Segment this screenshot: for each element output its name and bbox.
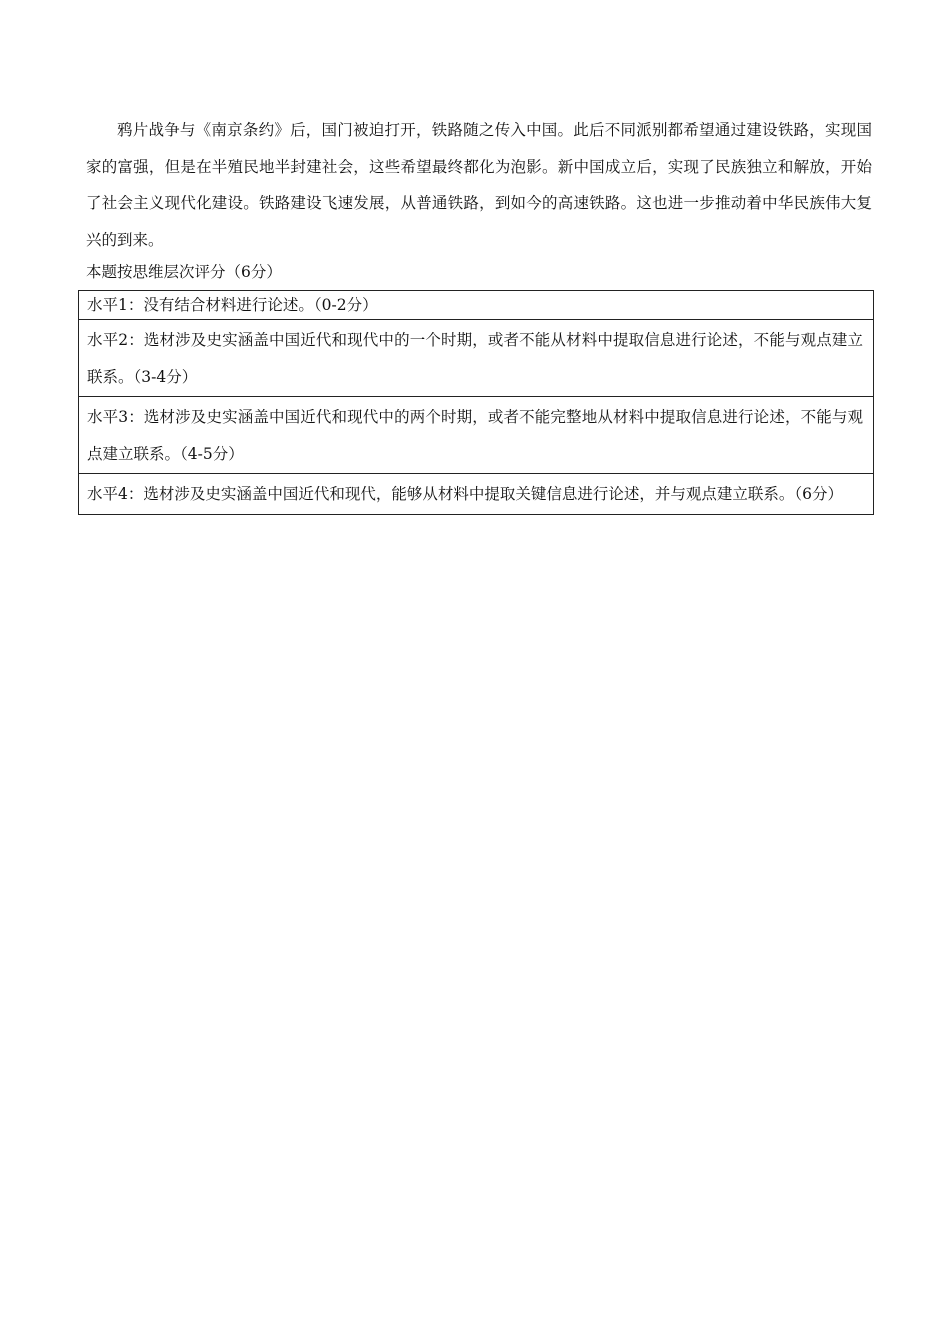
document-page xyxy=(78,112,874,515)
rubric-level-1: 水平1：没有结合材料进行论述。（0-2分） xyxy=(79,291,874,320)
answer-paragraph: 鸦片战争与《南京条约》后，国门被迫打开，铁路随之传入中国。此后不同派别都希望通过建设铁路，实现国家的富强，但是在半殖民地半封建社会，这些希望最终都化为泡影。新中国成立后，实现了民族独立和解放，开始了社会主义现代化建设。铁路建设飞速发展，从普通铁路，到如今的高速铁路。这也进一步推动着中华民族伟大复兴的到来。 xyxy=(86,121,872,249)
rubric-row xyxy=(79,291,874,320)
rubric-row xyxy=(79,474,874,515)
rubric-row xyxy=(79,397,874,474)
scoring-title: 本题按思维层次评分（6分） xyxy=(86,263,282,281)
rubric-level-2: 水平2：选材涉及史实涵盖中国近代和现代中的一个时期，或者不能从材料中提取信息进行论述，不能与观点建立联系。（3-4分） xyxy=(79,320,874,397)
rubric-row xyxy=(79,320,874,397)
scoring-rubric-table xyxy=(78,290,874,515)
rubric-level-3: 水平3：选材涉及史实涵盖中国近代和现代中的两个时期，或者不能完整地从材料中提取信息进行论述，不能与观点建立联系。（4-5分） xyxy=(79,397,874,474)
rubric-level-4: 水平4：选材涉及史实涵盖中国近代和现代，能够从材料中提取关键信息进行论述，并与观点建立联系。（6分） xyxy=(79,474,874,515)
